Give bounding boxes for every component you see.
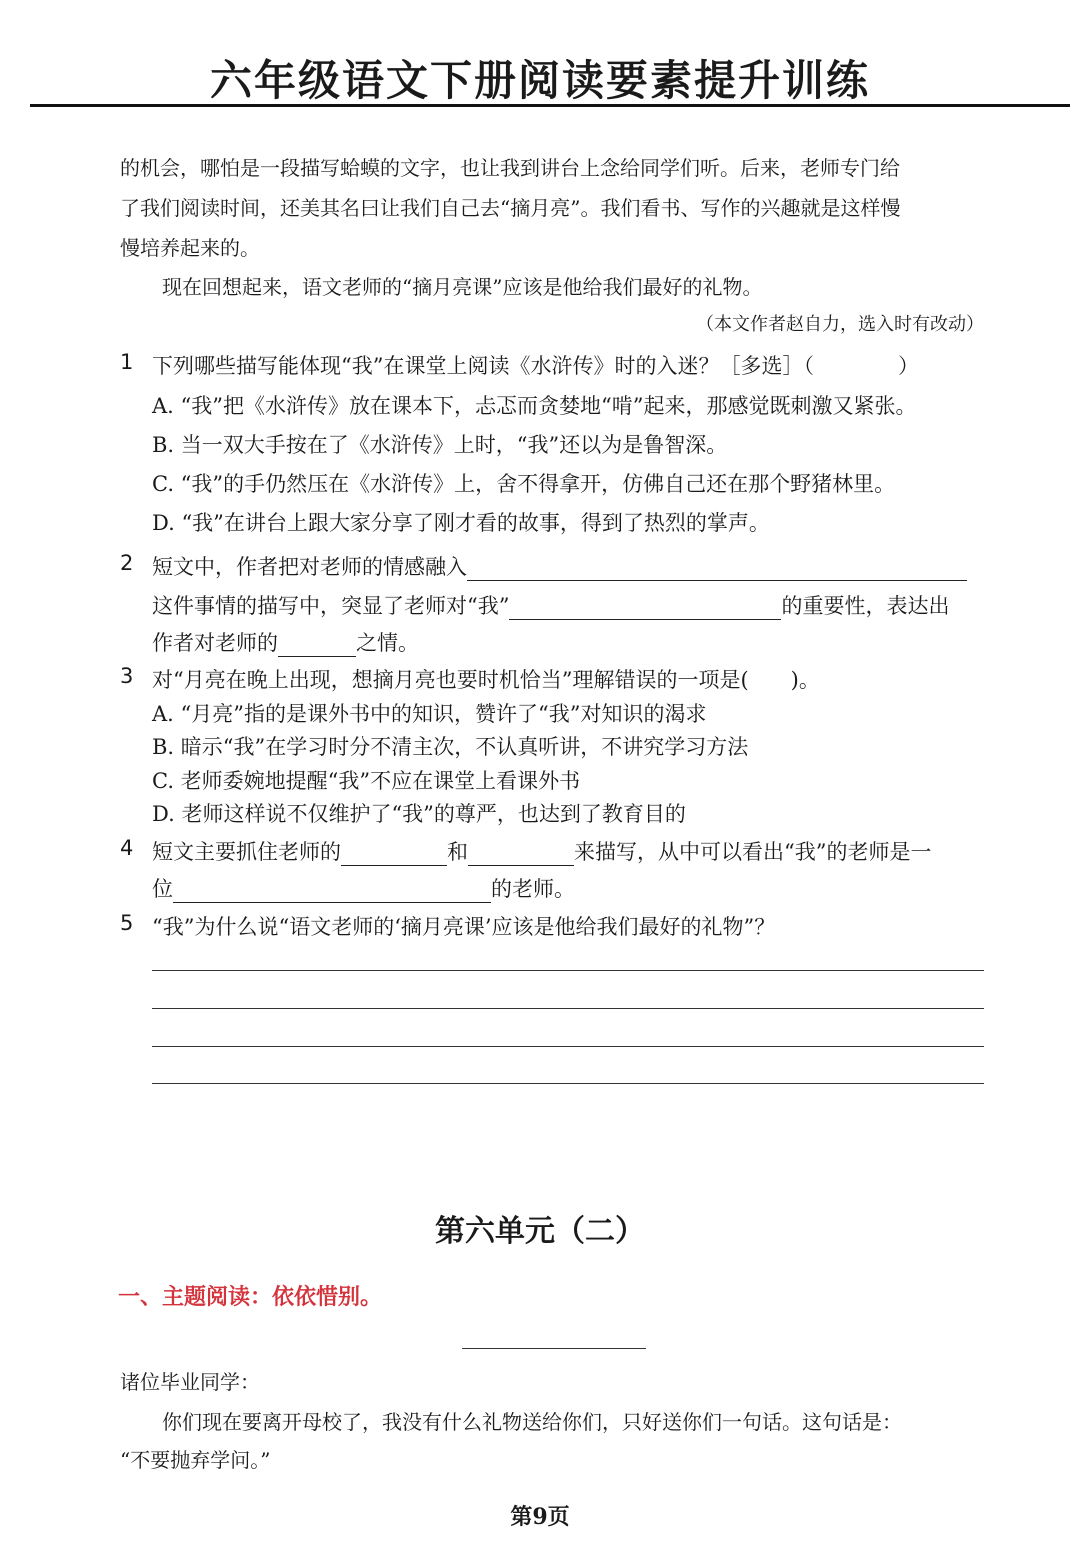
question-3-option-c: C. 老师委婉地提醒“我”不应在课堂上看课外书 (152, 769, 581, 793)
question-2-line-2 (152, 590, 949, 620)
question-4-part-1: 短文主要抓住老师的 (152, 840, 341, 864)
passage-line-4: 现在回想起来，语文老师的“摘月亮课”应该是他给我们最好的礼物。 (162, 275, 763, 299)
question-1-option-d: D. “我”在讲台上跟大家分享了刚才看的故事，得到了热烈的掌声。 (152, 511, 770, 535)
question-3-option-d: D. 老师这样说不仅维护了“我”的尊严，也达到了教育目的 (152, 802, 686, 826)
passage-source: （本文作者赵自力，选入时有改动） (696, 314, 984, 335)
unit-title: 第六单元（二） (435, 1214, 645, 1249)
question-5-text: “我”为什么说“语文老师的‘摘月亮课’应该是他给我们最好的礼物”？ (152, 915, 776, 939)
question-3-option-b: B. 暗示“我”在学习时分不清主次，不认真听讲，不讲究学习方法 (152, 735, 749, 759)
page-header-title: 六年级语文下册阅读要素提升训练 (209, 56, 870, 105)
question-4-line-1 (152, 836, 931, 866)
header-divider (30, 104, 1070, 107)
question-1-number: 1 (120, 350, 134, 374)
question-2-part-4: 作者对老师的 (152, 631, 278, 655)
question-3-option-a: A. “月亮”指的是课外书中的知识，赞许了“我”对知识的渴求 (152, 702, 707, 726)
question-2-blank-2[interactable] (509, 597, 781, 620)
question-2-blank-3[interactable] (278, 634, 356, 657)
question-2-part-1: 短文中，作者把对老师的情感融入 (152, 555, 467, 579)
question-4-number: 4 (120, 836, 134, 860)
passage-line-1: 的机会，哪怕是一段描写蛤蟆的文字，也让我到讲台上念给同学们听。后来，老师专门给 (120, 156, 900, 180)
question-4-part-2: 和 (447, 840, 468, 864)
passage-line-3: 慢培养起来的。 (120, 236, 260, 260)
letter-line-2: “不要抛弃学问。” (120, 1448, 271, 1472)
question-2-line-3 (152, 627, 419, 657)
question-2-part-2: 这件事情的描写中，突显了老师对“我” (152, 594, 510, 618)
question-1-option-c: C. “我”的手仍然压在《水浒传》上，舍不得拿开，仿佛自己还在那个野猪林里。 (152, 472, 896, 496)
question-4-part-4: 位 (152, 877, 173, 901)
question-1-option-b: B. 当一双大手按在了《水浒传》上时，“我”还以为是鲁智深。 (152, 433, 728, 457)
letter-line-1: 你们现在要离开母校了，我没有什么礼物送给你们，只好送你们一句话。这句话是： (162, 1410, 902, 1434)
page-number: 第9页 (510, 1504, 570, 1530)
answer-line-2[interactable] (152, 1008, 984, 1009)
question-2-blank-1[interactable] (467, 558, 967, 581)
question-1-text: 下列哪些描写能体现“我”在课堂上阅读《水浒传》时的入迷？［多选］（ ） (152, 354, 919, 378)
letter-greeting: 诸位毕业同学： (120, 1370, 260, 1394)
question-3-number: 3 (120, 664, 134, 688)
section-heading: 一、主题阅读：依依惜别。 (118, 1285, 383, 1310)
question-4-part-5: 的老师。 (491, 877, 575, 901)
passage-line-2: 了我们阅读时间，还美其名曰让我们自己去“摘月亮”。我们看书、写作的兴趣就是这样慢 (120, 196, 901, 220)
question-2-part-3: 的重要性，表达出 (781, 594, 950, 618)
answer-line-4[interactable] (152, 1083, 984, 1084)
question-2-number: 2 (120, 551, 134, 575)
question-2-line-1 (152, 551, 967, 581)
question-4-blank-3[interactable] (173, 880, 491, 903)
question-3-text: 对“月亮在晚上出现，想摘月亮也要时机恰当”理解错误的一项是( )。 (152, 668, 820, 692)
question-4-blank-2[interactable] (468, 843, 574, 866)
question-4-blank-1[interactable] (341, 843, 447, 866)
question-5-number: 5 (120, 911, 134, 935)
question-4-part-3: 来描写，从中可以看出“我”的老师是一 (574, 840, 932, 864)
question-4-line-2 (152, 873, 575, 903)
question-2-part-5: 之情。 (356, 631, 419, 655)
answer-line-3[interactable] (152, 1046, 984, 1047)
article-title-blank[interactable] (462, 1348, 646, 1349)
answer-line-1[interactable] (152, 970, 984, 971)
question-1-option-a: A. “我”把《水浒传》放在课本下，忐忑而贪婪地“啃”起来，那感觉既刺激又紧张。 (152, 394, 917, 418)
